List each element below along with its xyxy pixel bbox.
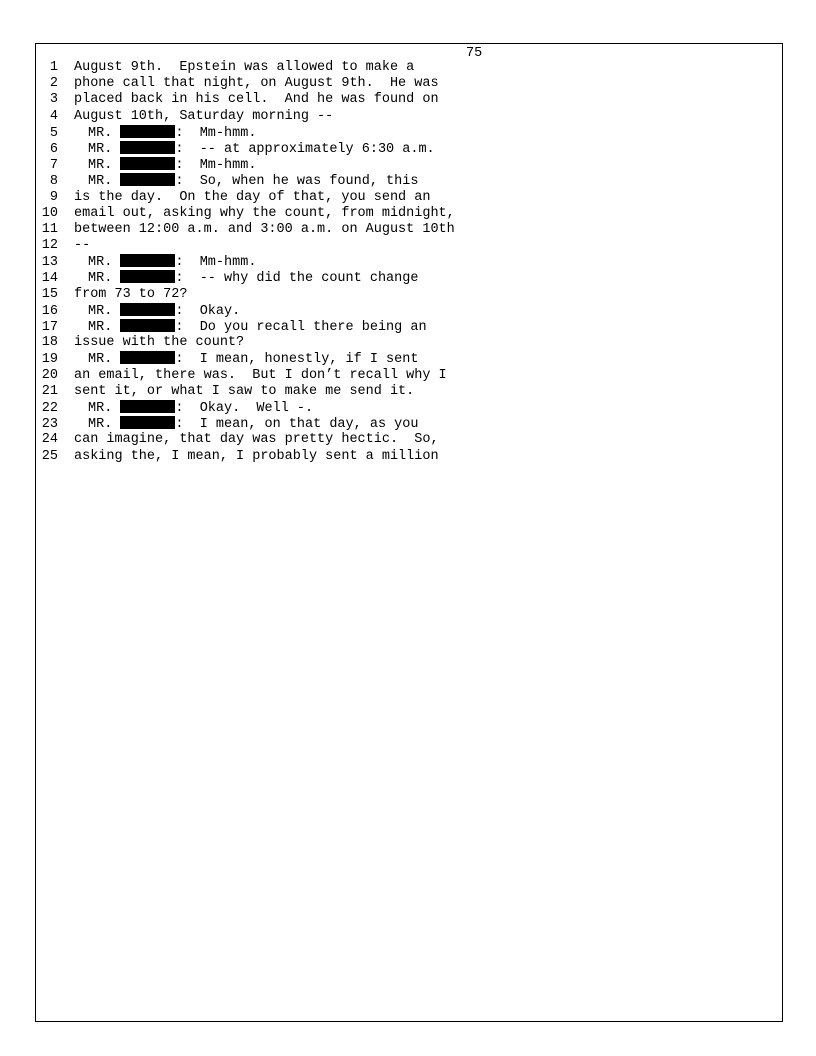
speaker-label: MR.: [88, 271, 121, 287]
line-number: 6: [49, 141, 58, 157]
transcript-line: [38, 254, 455, 270]
line-number: 9: [49, 189, 58, 205]
speaker-label: MR.: [88, 125, 121, 141]
line-text: : I mean, honestly, if I sent: [175, 352, 419, 368]
transcript-line: [38, 270, 455, 286]
speaker-label: MR.: [88, 320, 121, 335]
line-text: phone call that night, on August 9th. He was: [74, 76, 439, 92]
line-number: 5: [49, 125, 58, 141]
speaker-label: MR.: [88, 400, 121, 416]
line-number: 12: [41, 238, 58, 254]
line-number: 2: [49, 76, 58, 92]
transcript-line: [38, 157, 455, 173]
line-number: 14: [41, 271, 58, 287]
line-text: issue with the count?: [74, 335, 245, 351]
line-number: 24: [41, 432, 58, 448]
line-text: : Mm-hmm.: [175, 125, 257, 141]
transcript-line: [38, 335, 455, 351]
transcript-line: [38, 222, 455, 238]
transcript-line: [38, 384, 455, 400]
redaction-bar: [120, 416, 175, 429]
redaction-bar: [120, 270, 175, 283]
speaker-label: MR.: [88, 141, 121, 157]
page-number: 75: [466, 46, 483, 61]
line-number: 4: [49, 108, 58, 124]
line-number: 23: [41, 417, 58, 433]
redaction-bar: [120, 157, 175, 170]
transcript-line: [38, 76, 455, 92]
line-text: : Mm-hmm.: [175, 158, 257, 174]
transcript-line: [38, 206, 455, 222]
line-text: between 12:00 a.m. and 3:00 a.m. on August 10th: [74, 221, 455, 237]
line-text: can imagine, that day was pretty hectic. So,: [74, 432, 439, 448]
line-number: 8: [49, 174, 58, 190]
line-number: 19: [41, 352, 58, 368]
line-text: sent it, or what I saw to make me send it.: [74, 383, 415, 399]
redaction-bar: [120, 173, 175, 186]
transcript-line: [38, 109, 455, 125]
line-text: : -- at approximately 6:30 a.m.: [175, 141, 435, 157]
transcript-line: [38, 432, 455, 448]
line-text: asking the, I mean, I probably sent a million: [74, 448, 439, 464]
transcript-line: [38, 368, 455, 384]
line-number: 17: [41, 320, 58, 335]
line-number: 15: [41, 286, 58, 302]
transcript-lines: [38, 60, 455, 465]
transcript-line: [38, 303, 455, 319]
redaction-bar: [120, 351, 175, 364]
transcript-line: [38, 319, 455, 335]
line-text: an email, there was. But I don’t recall why I: [74, 367, 447, 383]
line-text: : Mm-hmm.: [175, 255, 257, 271]
line-text: : I mean, on that day, as you: [175, 417, 419, 433]
line-number: 13: [41, 255, 58, 271]
transcript-line: [38, 125, 455, 141]
line-number: 3: [49, 92, 58, 108]
line-number: 20: [41, 367, 58, 383]
transcript-line: [38, 449, 455, 465]
redaction-bar: [120, 141, 175, 154]
line-text: : Okay. Well -.: [175, 400, 314, 416]
speaker-label: MR.: [88, 255, 121, 271]
transcript-line: [38, 141, 455, 157]
line-text: email out, asking why the count, from midnight,: [74, 205, 455, 221]
line-text: : Do you recall there being an: [175, 320, 427, 335]
line-number: 10: [41, 205, 58, 221]
transcript-line: [38, 190, 455, 206]
line-text: : Okay.: [175, 303, 241, 319]
transcript-line: [38, 238, 455, 254]
transcript-line: [38, 173, 455, 189]
line-text: placed back in his cell. And he was found on: [74, 92, 439, 108]
transcript-line: [38, 416, 455, 432]
speaker-label: MR.: [88, 417, 121, 433]
line-number: 1: [49, 60, 58, 75]
speaker-label: MR.: [88, 158, 121, 174]
redaction-bar: [120, 125, 175, 138]
line-text: August 10th, Saturday morning --: [74, 108, 334, 124]
redaction-bar: [120, 400, 175, 413]
line-number: 18: [41, 335, 58, 351]
speaker-label: MR.: [88, 303, 121, 319]
line-number: 7: [49, 158, 58, 174]
line-text: from 73 to 72?: [74, 286, 188, 302]
line-number: 11: [41, 221, 58, 237]
line-text: : So, when he was found, this: [175, 174, 419, 190]
line-number: 25: [41, 448, 58, 464]
redaction-bar: [120, 303, 175, 316]
redaction-bar: [120, 319, 175, 332]
line-number: 22: [41, 400, 58, 416]
redaction-bar: [120, 254, 175, 267]
transcript-line: [38, 400, 455, 416]
speaker-label: MR.: [88, 352, 121, 368]
transcript-line: [38, 351, 455, 367]
transcript-line: [38, 92, 455, 108]
line-text: --: [74, 238, 91, 254]
line-text: August 9th. Epstein was allowed to make a: [74, 60, 415, 75]
transcript-line: [38, 287, 455, 303]
line-text: is the day. On the day of that, you send an: [74, 189, 431, 205]
speaker-label: MR.: [88, 174, 121, 190]
transcript-line: [38, 60, 455, 76]
line-number: 16: [41, 303, 58, 319]
line-number: 21: [41, 383, 58, 399]
line-text: : -- why did the count change: [175, 271, 419, 287]
